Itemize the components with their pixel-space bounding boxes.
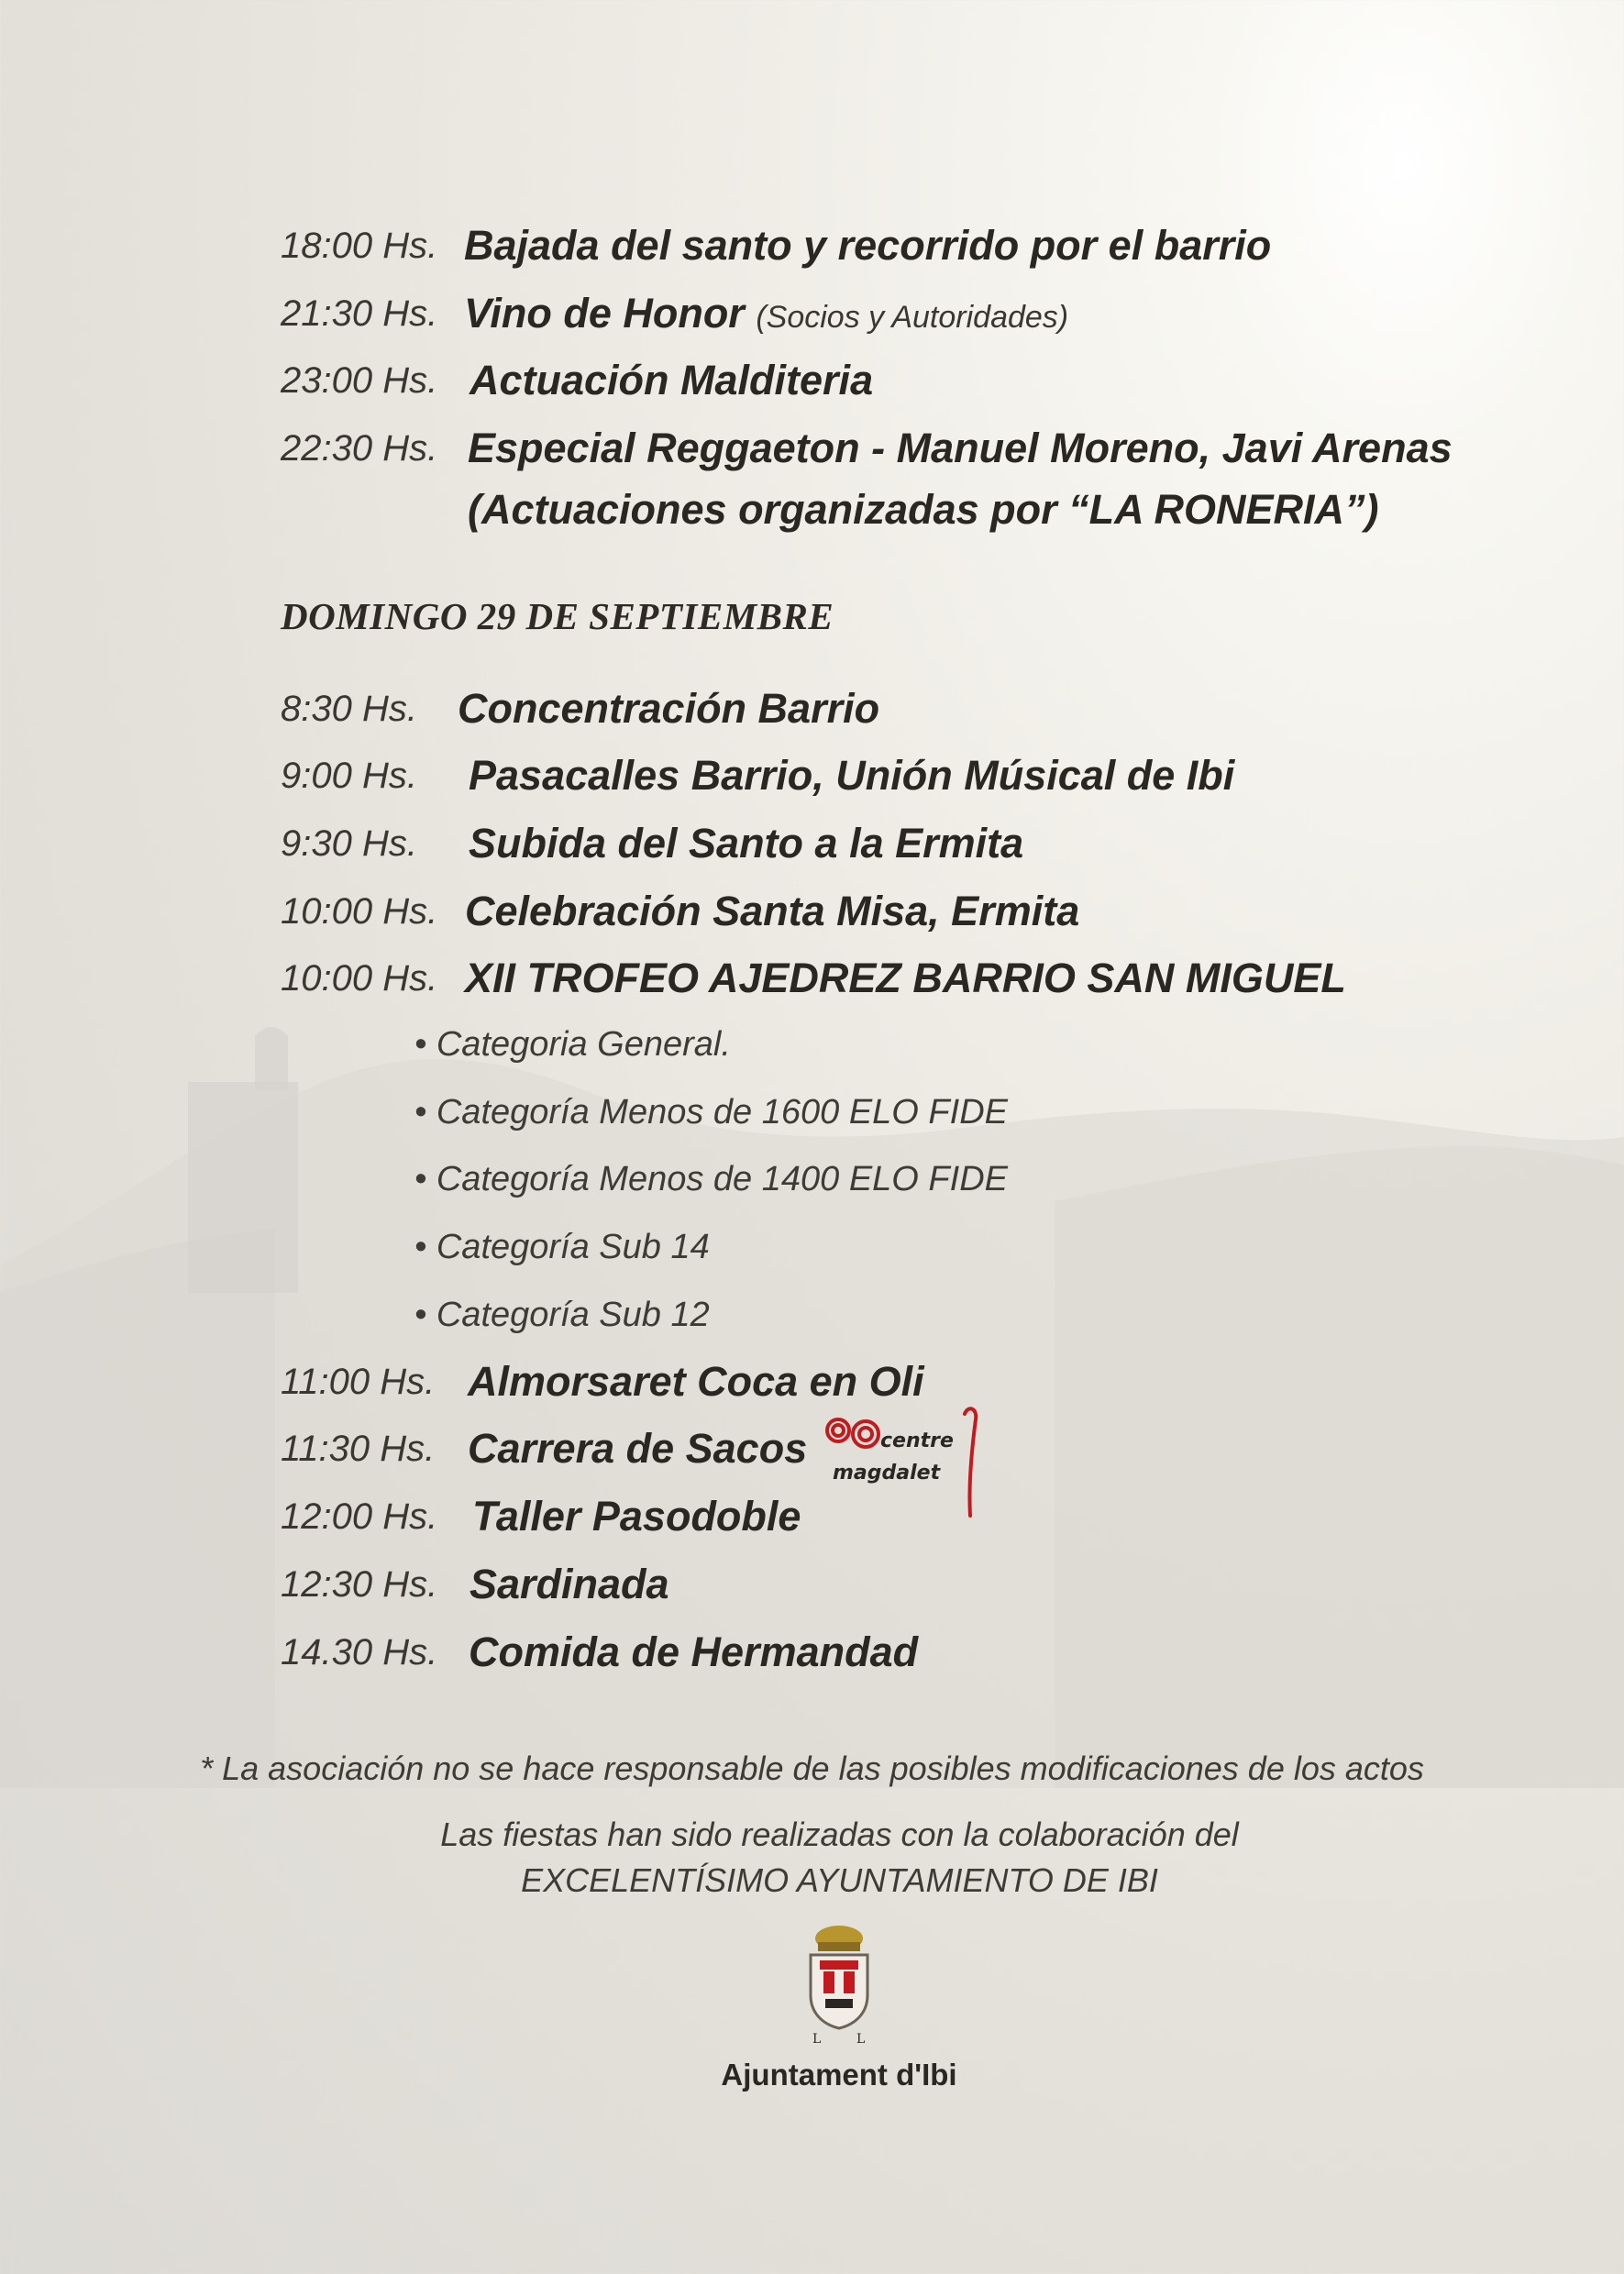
event-title: Comida de Hermandad (469, 1628, 919, 1675)
council-name: Ajuntament d'Ibi (721, 2058, 957, 2092)
event-time: 10:00 Hs. (281, 958, 438, 999)
event-time: 9:30 Hs. (281, 823, 417, 864)
event-time: 12:30 Hs. (281, 1564, 438, 1605)
category-item: • Categoría Menos de 1600 ELO FIDE (414, 1093, 1008, 1131)
category-item: • Categoría Sub 12 (414, 1296, 710, 1334)
event-title: Almorsaret Coca en Oli (468, 1358, 924, 1405)
day-heading: DOMINGO 29 DE SEPTIEMBRE (281, 595, 834, 637)
logo-text-line1: centre (880, 1430, 954, 1452)
event-time: 14.30 Hs. (281, 1632, 438, 1672)
centre-magdalet-logo (814, 1401, 989, 1520)
event-title: Sardinada (470, 1561, 669, 1607)
event-title: Especial Reggaeton - Manuel Moreno, Javi Arenas (468, 425, 1453, 471)
event-title: Taller Pasodoble (472, 1493, 801, 1540)
event-time: 8:30 Hs. (281, 689, 417, 729)
disclaimer-text: * La asociación no se hace responsable de las posibles modificaciones de los actos (200, 1750, 1424, 1787)
event-title: Celebración Santa Misa, Ermita (465, 888, 1080, 934)
event-title: Actuación Malditeria (470, 357, 874, 403)
logo-text-line2: magdalet (833, 1462, 941, 1485)
event-time: 21:30 Hs. (281, 293, 438, 334)
event-title: Concentración Barrio (458, 685, 880, 732)
event-title: XII TROFEO AJEDREZ BARRIO SAN MIGUEL (465, 955, 1346, 1001)
collaboration-line: Las fiestas han sido realizadas con la colaboración del (440, 1816, 1239, 1853)
event-time: 10:00 Hs. (281, 891, 438, 932)
event-time: 23:00 Hs. (281, 360, 438, 401)
event-time: 12:00 Hs. (281, 1496, 438, 1537)
coat-of-arms-icon (800, 1922, 878, 2056)
event-title: Carrera de Sacos (468, 1425, 808, 1472)
svg-text:L: L (812, 2032, 822, 2047)
event-time: 18:00 Hs. (281, 226, 438, 266)
event-time: 11:30 Hs. (281, 1429, 436, 1469)
event-note: (Socios y Autoridades) (756, 300, 1069, 335)
collaboration-line: EXCELENTÍSIMO AYUNTAMIENTO DE IBI (521, 1861, 1158, 1899)
event-title: Pasacalles Barrio, Unión Músical de Ibi (469, 752, 1235, 799)
event-title: Subida del Santo a la Ermita (469, 820, 1024, 867)
event-title: Bajada del santo y recorrido por el barrio (464, 222, 1272, 269)
category-item: • Categoría Sub 14 (414, 1228, 710, 1266)
event-time: 11:00 Hs. (281, 1362, 436, 1402)
event-title: Vino de Honor (464, 290, 745, 337)
event-subline: (Actuaciones organizadas por “LA RONERIA”) (468, 486, 1379, 533)
svg-text:L: L (856, 2032, 866, 2047)
category-item: • Categoria General. (414, 1025, 731, 1064)
event-time: 9:00 Hs. (281, 756, 417, 796)
event-time: 22:30 Hs. (281, 428, 438, 469)
category-item: • Categoría Menos de 1400 ELO FIDE (414, 1160, 1008, 1198)
